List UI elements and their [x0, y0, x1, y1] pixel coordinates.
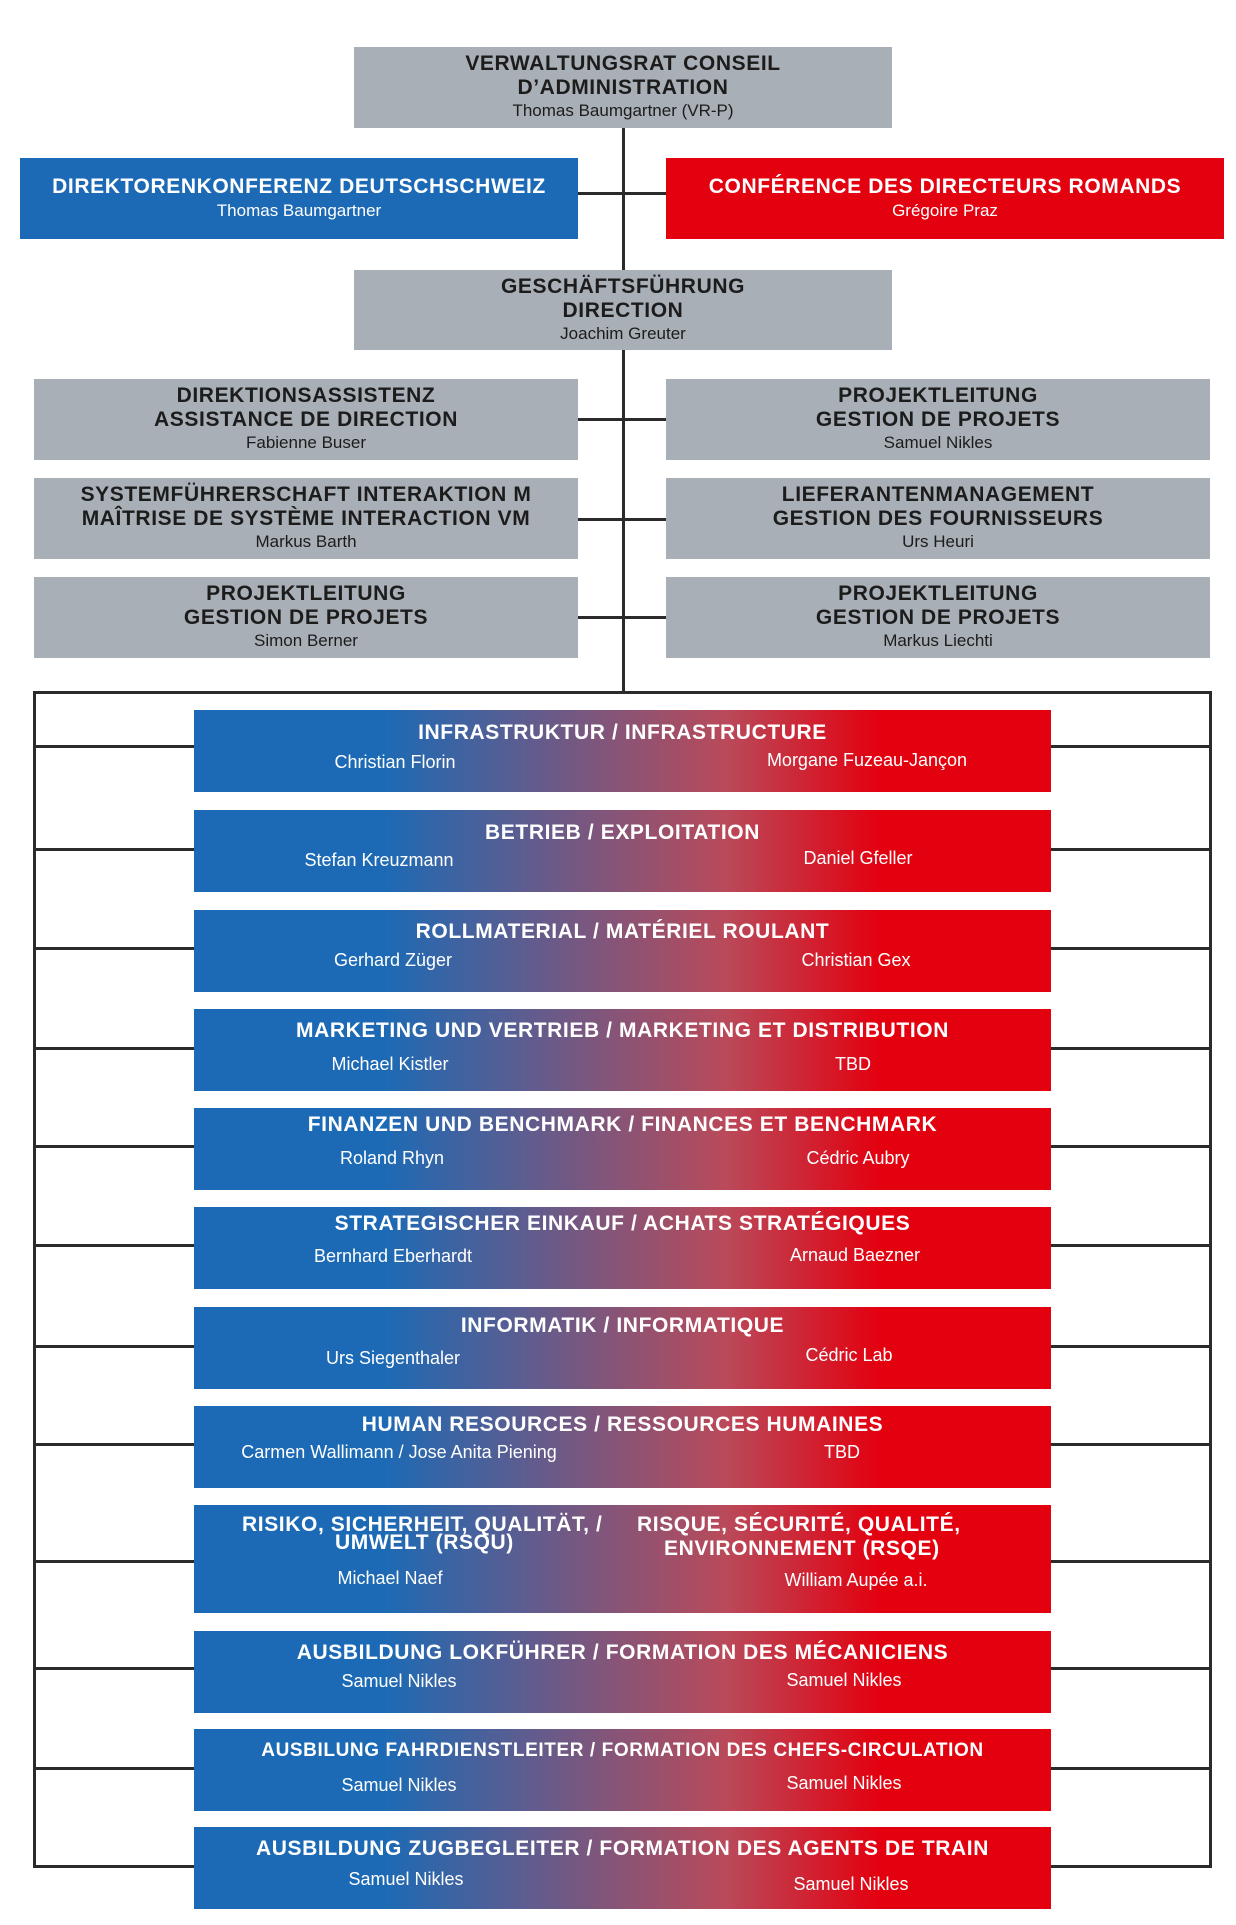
- frame-top: [33, 691, 1212, 694]
- right-conference-box: [666, 158, 1224, 239]
- left-conference-title: DIREKTORENKONFERENZ DEUTSCHSCHWEIZ: [52, 175, 546, 198]
- staff-left-1: [34, 379, 578, 460]
- department-title: AUSBILUNG FAHRDIENSTLEITER / FORMATION DES CHEFS-CIRCULATION: [261, 1740, 984, 1761]
- staff-left-2: [34, 478, 578, 559]
- board-title-line2: D’ADMINISTRATION: [517, 76, 729, 99]
- department-head-french: Cédric Lab: [805, 1345, 893, 1365]
- department-head-french: Christian Gex: [801, 950, 911, 970]
- connector-department-left: [34, 745, 194, 748]
- department-box-operations: [194, 810, 1051, 892]
- connector-department-left: [34, 1443, 194, 1446]
- connector-department-right: [1051, 1443, 1211, 1446]
- staff-person: Urs Heuri: [902, 532, 974, 551]
- staff-title-line2: GESTION DES FOURNISSEURS: [772, 507, 1104, 530]
- staff-title-line1: PROJEKTLEITUNG: [838, 582, 1038, 605]
- staff-person: Samuel Nikles: [883, 433, 993, 452]
- department-head-german: Urs Siegenthaler: [325, 1348, 461, 1368]
- department-box-hr: [194, 1406, 1051, 1488]
- department-box-dispatcher-training: [194, 1729, 1051, 1811]
- department-box-infrastructure: [194, 710, 1051, 792]
- department-box-it: [194, 1307, 1051, 1389]
- department-title: HUMAN RESOURCES / RESSOURCES HUMAINES: [361, 1413, 884, 1436]
- connector-department-left: [34, 1767, 194, 1770]
- connector-department-right: [1051, 1865, 1211, 1868]
- connector-department-right: [1051, 1145, 1211, 1148]
- connector-department-left: [34, 1560, 194, 1563]
- frame-right: [1209, 691, 1212, 1868]
- department-title-french-line2: ENVIRONNEMENT (RSQE): [664, 1537, 940, 1560]
- staff-right-1: [666, 379, 1210, 460]
- connector-department-right: [1051, 1560, 1211, 1563]
- department-head-german: Bernhard Eberhardt: [313, 1246, 473, 1266]
- department-title: AUSBILDUNG LOKFÜHRER / FORMATION DES MÉCANICIENS: [296, 1641, 949, 1664]
- staff-right-2: [666, 478, 1210, 559]
- staff-right-3: [666, 577, 1210, 658]
- connector-staff-1: [578, 418, 666, 421]
- department-title: AUSBILDUNG ZUGBEGLEITER / FORMATION DES AGENTS DE TRAIN: [255, 1837, 989, 1860]
- frame-left: [33, 691, 36, 1868]
- department-title: FINANZEN UND BENCHMARK / FINANCES ET BENCHMARK: [307, 1113, 938, 1136]
- department-head-german: Samuel Nikles: [341, 1671, 457, 1691]
- department-title: INFORMATIK / INFORMATIQUE: [460, 1314, 785, 1337]
- staff-title-line1: PROJEKTLEITUNG: [838, 384, 1038, 407]
- connector-department-right: [1051, 1345, 1211, 1348]
- connector-department-left: [34, 1244, 194, 1247]
- department-title: ROLLMATERIAL / MATÉRIEL ROULANT: [415, 920, 830, 943]
- department-title: MARKETING UND VERTRIEB / MARKETING ET DISTRIBUTION: [296, 1019, 949, 1042]
- department-head-german: Roland Rhyn: [339, 1148, 445, 1168]
- department-head-french: Cédric Aubry: [806, 1148, 910, 1168]
- staff-person: Simon Berner: [254, 631, 358, 650]
- department-head-french: William Aupée a.i.: [784, 1570, 928, 1590]
- connector-department-left: [34, 947, 194, 950]
- staff-title-line1: DIREKTIONSASSISTENZ: [176, 384, 436, 407]
- board-person: Thomas Baumgartner (VR-P): [512, 101, 734, 120]
- left-conference-box: [20, 158, 578, 239]
- connector-staff-2: [578, 518, 666, 521]
- right-conference-title: CONFÉRENCE DES DIRECTEURS ROMANDS: [708, 175, 1182, 198]
- connector-department-left: [34, 1145, 194, 1148]
- staff-title-line2: GESTION DE PROJETS: [183, 606, 429, 629]
- connector-department-left: [34, 1667, 194, 1670]
- board-box: [354, 47, 892, 128]
- staff-title-line1: LIEFERANTENMANAGEMENT: [781, 483, 1095, 506]
- staff-title-line2: ASSISTANCE DE DIRECTION: [154, 408, 458, 431]
- department-head-german: Carmen Wallimann / Jose Anita Piening: [241, 1442, 557, 1462]
- department-head-german: Gerhard Züger: [333, 950, 453, 970]
- department-title: BETRIEB / EXPLOITATION: [485, 821, 760, 844]
- connector-department-right: [1051, 1667, 1211, 1670]
- connector-conferences: [578, 192, 666, 195]
- department-box-rolling-stock: [194, 910, 1051, 992]
- management-box: [354, 270, 892, 350]
- staff-person: Fabienne Buser: [245, 433, 367, 452]
- department-head-german: Michael Kistler: [331, 1054, 449, 1074]
- board-title-line1: VERWALTUNGSRAT CONSEIL: [465, 52, 781, 75]
- department-box-train-staff-training: [194, 1827, 1051, 1909]
- connector-department-left: [34, 1345, 194, 1348]
- department-title: STRATEGISCHER EINKAUF / ACHATS STRATÉGIQUES: [334, 1212, 911, 1235]
- staff-title-line1: PROJEKTLEITUNG: [206, 582, 406, 605]
- department-title: INFRASTRUKTUR / INFRASTRUCTURE: [418, 721, 827, 744]
- left-conference-person: Thomas Baumgartner: [216, 201, 382, 220]
- connector-department-right: [1051, 745, 1211, 748]
- staff-person: Markus Barth: [255, 532, 357, 551]
- department-box-marketing: [194, 1009, 1051, 1091]
- department-head-german: Michael Naef: [337, 1568, 443, 1588]
- department-head-german: Christian Florin: [334, 752, 456, 772]
- department-head-german: Samuel Nikles: [341, 1775, 457, 1795]
- staff-person: Markus Liechti: [883, 631, 993, 650]
- connector-department-right: [1051, 1244, 1211, 1247]
- department-box-risk-safety: [194, 1505, 1051, 1613]
- connector-staff-3: [578, 616, 666, 619]
- management-title-line1: GESCHÄFTSFÜHRUNG: [500, 275, 746, 298]
- department-head-german: Stefan Kreuzmann: [304, 850, 454, 870]
- department-title-german-line1: RISIKO, SICHERHEIT, QUALITÄT, /: [242, 1513, 603, 1536]
- staff-title-line1: SYSTEMFÜHRERSCHAFT INTERAKTION M: [80, 483, 532, 506]
- connector-department-left: [34, 1047, 194, 1050]
- department-head-german: Samuel Nikles: [348, 1869, 464, 1889]
- staff-left-3: [34, 577, 578, 658]
- right-conference-person: Grégoire Praz: [892, 201, 998, 220]
- staff-title-line2: GESTION DE PROJETS: [815, 606, 1061, 629]
- department-title-french-line1: RISQUE, SÉCURITÉ, QUALITÉ,: [637, 1513, 961, 1536]
- department-head-french: TBD: [835, 1054, 871, 1074]
- connector-department-right: [1051, 848, 1211, 851]
- department-box-driver-training: [194, 1631, 1051, 1713]
- department-head-french: Samuel Nikles: [786, 1670, 902, 1690]
- connector-department-right: [1051, 947, 1211, 950]
- connector-trunk: [622, 128, 625, 693]
- connector-department-left: [34, 1865, 194, 1868]
- connector-department-right: [1051, 1047, 1211, 1050]
- department-head-french: Daniel Gfeller: [803, 848, 913, 868]
- department-head-french: Samuel Nikles: [786, 1773, 902, 1793]
- department-head-french: Samuel Nikles: [793, 1874, 909, 1894]
- department-head-french: TBD: [824, 1442, 860, 1462]
- staff-title-line2: GESTION DE PROJETS: [815, 408, 1061, 431]
- department-box-procurement: [194, 1207, 1051, 1289]
- department-title-german-line2: UMWELT (RSQU): [335, 1531, 514, 1554]
- connector-department-right: [1051, 1767, 1211, 1770]
- department-head-french: Arnaud Baezner: [789, 1245, 921, 1265]
- department-box-finance: [194, 1108, 1051, 1190]
- department-head-french: Morgane Fuzeau-Jançon: [766, 750, 968, 770]
- management-person: Joachim Greuter: [560, 324, 686, 343]
- connector-department-left: [34, 848, 194, 851]
- staff-title-line2: MAÎTRISE DE SYSTÈME INTERACTION VM: [81, 507, 531, 530]
- management-title-line2: DIRECTION: [562, 299, 684, 322]
